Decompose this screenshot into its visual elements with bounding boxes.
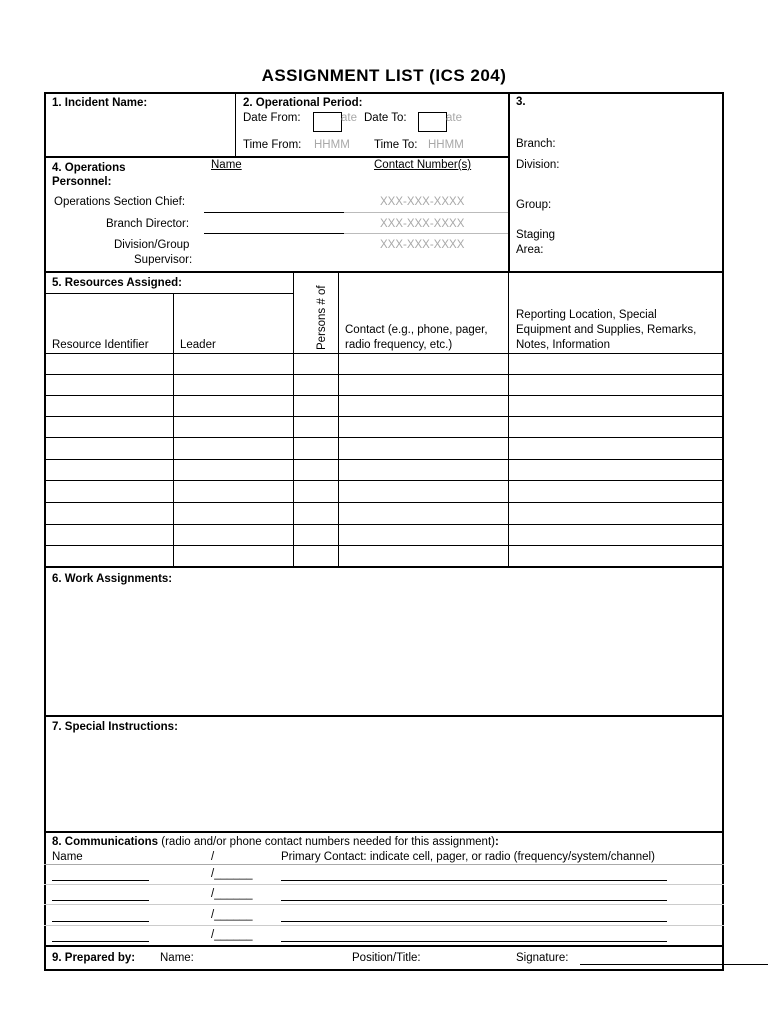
signature-field[interactable] (580, 964, 768, 965)
comm-slash-field[interactable]: /______ (211, 868, 253, 880)
s8-row-sep (44, 884, 724, 885)
date-from-placeholder: ate (341, 112, 357, 124)
comm-name-field[interactable] (52, 941, 149, 942)
comm-col-name: Name (52, 851, 83, 863)
communications-label-rest: (radio and/or phone contact numbers needed for this assignment) (158, 836, 495, 848)
s4-line-bd (204, 233, 344, 234)
comm-slash-field[interactable]: /______ (211, 929, 253, 941)
s5-label-underline (44, 293, 294, 294)
divider-s7-s8 (44, 831, 724, 833)
col-persons-text: Persons # of (316, 285, 328, 350)
s5-col-4 (508, 272, 509, 567)
time-to-field[interactable]: HHMM (428, 139, 464, 151)
divider-s5-s6 (44, 566, 724, 568)
divider-s8-s9 (44, 945, 724, 947)
incident-name-label: 1. Incident Name: (52, 97, 148, 109)
operations-personnel-label-2: Personnel: (52, 176, 112, 188)
s8-row-sep (44, 904, 724, 905)
communications-label (52, 836, 499, 849)
time-from-label: Time From: (243, 139, 302, 151)
section-3-label: 3. (516, 96, 526, 108)
comm-primary-field[interactable] (281, 941, 667, 942)
branch-label: Branch: (516, 138, 556, 150)
prepared-signature-label: Signature: (516, 952, 569, 964)
comm-primary-field[interactable] (281, 900, 667, 901)
division-label: Division: (516, 159, 560, 171)
div-sup-label-2: Supervisor: (134, 254, 193, 266)
s5-row-line (44, 480, 724, 481)
operations-personnel-label-1: 4. Operations (52, 162, 126, 174)
col-reporting-3: Notes, Information (516, 339, 610, 351)
s5-row-line (44, 374, 724, 375)
comm-col-primary: Primary Contact: indicate cell, pager, or radio (frequency/system/channel) (281, 851, 655, 863)
date-to-field[interactable] (418, 112, 447, 132)
frame-right (722, 92, 724, 970)
form-title: ASSIGNMENT LIST (ICS 204) (261, 66, 507, 85)
comm-name-field[interactable] (52, 921, 149, 922)
date-to-placeholder: ate (446, 112, 462, 124)
col-leader: Leader (180, 339, 216, 351)
operational-period-label: 2. Operational Period: (243, 97, 363, 109)
col-reporting-2: Equipment and Supplies, Remarks, (516, 324, 697, 336)
s8-header-line (44, 864, 724, 865)
bd-phone-field[interactable]: XXX-XXX-XXXX (380, 218, 465, 230)
col-contact-1: Contact (e.g., phone, pager, (345, 324, 488, 336)
date-to-label: Date To: (364, 112, 407, 124)
s5-col-1 (173, 293, 174, 567)
communications-label-end: : (494, 836, 499, 848)
s5-row-line (44, 502, 724, 503)
prepared-by-label: 9. Prepared by: (52, 952, 136, 964)
name-column-header: Name (211, 159, 242, 171)
divider-s6-s7 (44, 715, 724, 717)
prepared-position-label: Position/Title: (352, 952, 421, 964)
osc-phone-field[interactable]: XXX-XXX-XXXX (380, 196, 465, 208)
divider-s1-s4 (44, 156, 508, 158)
ds-phone-field[interactable]: XXX-XXX-XXXX (380, 239, 465, 251)
work-assignments-label: 6. Work Assignments: (52, 573, 173, 585)
osc-label: Operations Section Chief: (54, 196, 186, 208)
comm-primary-field[interactable] (281, 880, 667, 881)
divider-s1-s2 (235, 93, 236, 156)
s4-contact-line-1 (344, 212, 508, 213)
s5-row-line (44, 416, 724, 417)
comm-slash-field[interactable]: /______ (211, 888, 253, 900)
s5-row-line (44, 437, 724, 438)
frame-bottom (44, 969, 724, 971)
comm-name-field[interactable] (52, 900, 149, 901)
s4-contact-line-2 (344, 233, 508, 234)
comm-col-slash: / (211, 851, 215, 863)
date-from-field[interactable] (313, 112, 342, 132)
comm-name-field[interactable] (52, 880, 149, 881)
frame-top (44, 92, 724, 94)
col-persons (294, 272, 339, 354)
col-reporting-1: Reporting Location, Special (516, 309, 657, 321)
s4-line-osc (204, 212, 344, 213)
comm-slash-field[interactable]: /______ (211, 909, 253, 921)
div-sup-label-1: Division/Group (114, 239, 190, 251)
staging-area-label-2: Area: (516, 244, 544, 256)
special-instructions-label: 7. Special Instructions: (52, 721, 178, 733)
frame-left (44, 92, 46, 970)
s8-row-sep (44, 925, 724, 926)
s5-row-line (44, 459, 724, 460)
s5-row-line (44, 545, 724, 546)
date-from-label: Date From: (243, 112, 301, 124)
resources-assigned-label: 5. Resources Assigned: (52, 277, 182, 289)
s5-row-line (44, 524, 724, 525)
divider-s4-s5 (44, 271, 724, 273)
contact-column-header: Contact Number(s) (374, 159, 472, 171)
group-label: Group: (516, 199, 552, 211)
col-contact-2: radio frequency, etc.) (345, 339, 453, 351)
time-to-label: Time To: (374, 139, 418, 151)
divider-left-s3 (508, 93, 510, 272)
s5-row-line (44, 395, 724, 396)
time-from-field[interactable]: HHMM (314, 139, 350, 151)
comm-primary-field[interactable] (281, 921, 667, 922)
col-resource-identifier: Resource Identifier (52, 339, 149, 351)
prepared-name-label: Name: (160, 952, 194, 964)
communications-label-bold: 8. Communications (52, 836, 159, 848)
s5-header-bottom (44, 353, 724, 354)
staging-area-label-1: Staging (516, 229, 556, 241)
branch-director-label: Branch Director: (106, 218, 190, 230)
